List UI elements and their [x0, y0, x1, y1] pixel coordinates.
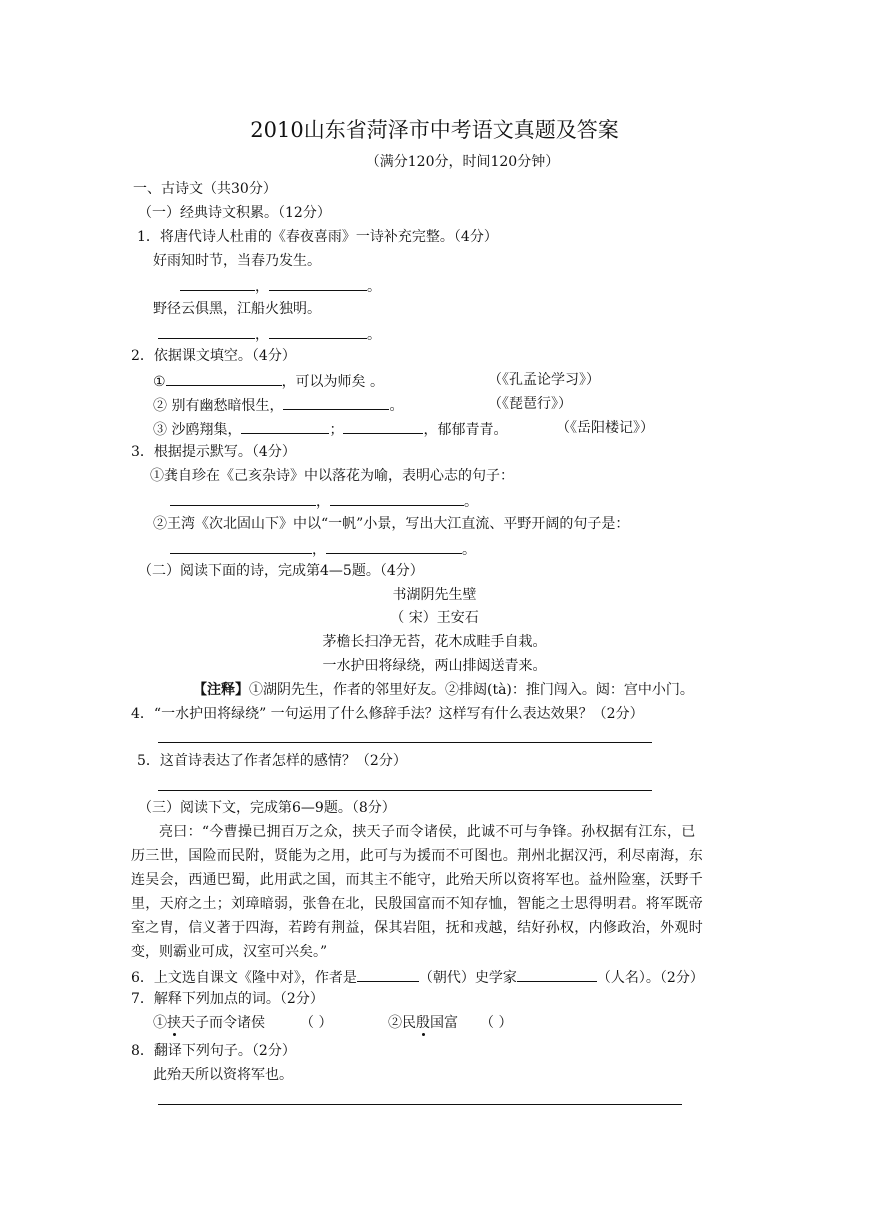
- passage-line: 历三世，国险而民附，贤能为之用，此可与为援而不可图也。荆州北据汉沔，利尽南海，东: [131, 848, 703, 864]
- question-1-stem: 1．将唐代诗人杜甫的《春夜喜雨》一诗补充完整。（4分）: [137, 229, 498, 245]
- poem-note: 【注释】①湖阴先生，作者的邻里好友。②排闼(tà)：推门闯入。闼：宫中小门。: [193, 682, 694, 698]
- poem-title: 书湖阴先生壁: [392, 587, 477, 603]
- question-2-item-a: ① ，可以为师矣 。: [153, 370, 384, 392]
- answer-line[interactable]: [158, 1104, 682, 1105]
- answer-blank[interactable]: [343, 418, 423, 434]
- dotted-word: 挟: [167, 1015, 181, 1031]
- question-2-item-c: ③ 沙鸥翔集， ； ，郁郁青青。: [153, 418, 507, 440]
- question-1-blank-row: ， 。: [158, 323, 381, 345]
- answer-line[interactable]: [158, 790, 652, 791]
- part-heading-3: （三）阅读下文，完成第6—9题。（8分）: [138, 800, 396, 816]
- question-1-line: 野径云俱黑，江船火独明。: [153, 301, 321, 317]
- section-heading-1: 一、古诗文（共30分）: [133, 181, 277, 197]
- poem-line: 一水护田将绿绕，两山排闼送青来。: [322, 658, 547, 674]
- source-label: （《孔孟论学习》）: [488, 372, 600, 388]
- question-8-stem: 8．翻译下列句子。（2分）: [131, 1043, 296, 1059]
- page-title: 2010山东省菏泽市中考语文真题及答案: [250, 118, 619, 142]
- answer-blank[interactable]: [283, 394, 389, 410]
- answer-parenthesis[interactable]: （ ）: [300, 1015, 333, 1031]
- part-heading-2: （二）阅读下面的诗，完成第4—5题。（4分）: [138, 563, 424, 579]
- answer-blank[interactable]: [330, 490, 464, 506]
- passage-line: 亮曰：“今曹操已拥百万之众，挟天子而令诸侯，此诚不可与争锋。孙权据有江东，已: [159, 824, 696, 840]
- question-3-prompt-b: ②王湾《次北固山下》中以“一帆”小景，写出大江直流、平野开阔的句子是：: [153, 516, 630, 532]
- question-1-line: 好雨知时节，当春乃发生。: [153, 253, 321, 269]
- question-5-stem: 5．这首诗表达了作者怎样的感情？（2分）: [137, 753, 407, 769]
- question-7-item-a: ①挟天子而令诸侯: [153, 1015, 265, 1031]
- question-3-blank-row: ， 。: [170, 538, 476, 560]
- answer-blank[interactable]: [180, 275, 255, 291]
- answer-blank[interactable]: [241, 418, 329, 434]
- question-7-item-b: ②民殷国富: [388, 1015, 458, 1031]
- exam-info: （满分120分，时间120分钟）: [365, 154, 560, 170]
- question-3-stem: 3．根据提示默写。（4分）: [131, 444, 296, 460]
- passage-line: 变，则霸业可成，汉室可兴矣。”: [131, 944, 328, 960]
- answer-parenthesis[interactable]: （ ）: [480, 1015, 513, 1031]
- question-3-blank-row: ， 。: [170, 490, 478, 512]
- answer-line[interactable]: [158, 742, 652, 743]
- answer-blank[interactable]: [269, 275, 367, 291]
- part-heading-1: （一）经典诗文积累。（12分）: [138, 205, 331, 221]
- question-4-stem: 4．“一水护田将绿绕” 一句运用了什么修辞手法？这样写有什么表达效果？（2分）: [131, 706, 644, 722]
- question-2-stem: 2．依据课文填空。（4分）: [131, 348, 296, 364]
- dotted-word: 殷: [416, 1015, 430, 1031]
- answer-blank[interactable]: [166, 370, 282, 386]
- translate-sentence: 此殆天所以资将军也。: [153, 1067, 293, 1083]
- poem-author: （ 宋）王安石: [390, 610, 479, 626]
- answer-blank[interactable]: [170, 490, 316, 506]
- passage-line: 里，天府之土；刘璋暗弱，张鲁在北，民殷国富而不知存恤，智能之士思得明君。将军既帝: [131, 896, 703, 912]
- question-3-prompt-a: ①龚自珍在《己亥杂诗》中以落花为喻，表明心志的句子：: [150, 468, 514, 484]
- question-7-stem: 7．解释下列加点的词。（2分）: [131, 991, 324, 1007]
- passage-line: 室之胄，信义著于四海，若跨有荆益，保其岩阻，抚和戎越，结好孙权，内修政治，外观时: [131, 920, 703, 936]
- answer-blank[interactable]: [326, 538, 462, 554]
- question-6: 6．上文选自课文《隆中对》，作者是 （朝代）史学家 （人名）。（2分）: [131, 966, 704, 988]
- poem-line: 茅檐长扫净无苔，花木成畦手自栽。: [322, 634, 547, 650]
- passage-line: 连吴会，西通巴蜀，此用武之国，而其主不能守，此殆天所以资将军也。益州险塞，沃野千: [131, 872, 703, 888]
- question-1-blank-row: ， 。: [180, 275, 381, 297]
- answer-blank[interactable]: [517, 966, 597, 982]
- answer-blank[interactable]: [357, 966, 419, 982]
- answer-blank[interactable]: [269, 323, 367, 339]
- answer-blank[interactable]: [158, 323, 255, 339]
- source-label: （《岳阳楼记》）: [556, 420, 654, 436]
- source-label: （《琵琶行》）: [488, 396, 572, 412]
- question-2-item-b: ② 别有幽愁暗恨生， 。: [153, 394, 403, 416]
- answer-blank[interactable]: [170, 538, 312, 554]
